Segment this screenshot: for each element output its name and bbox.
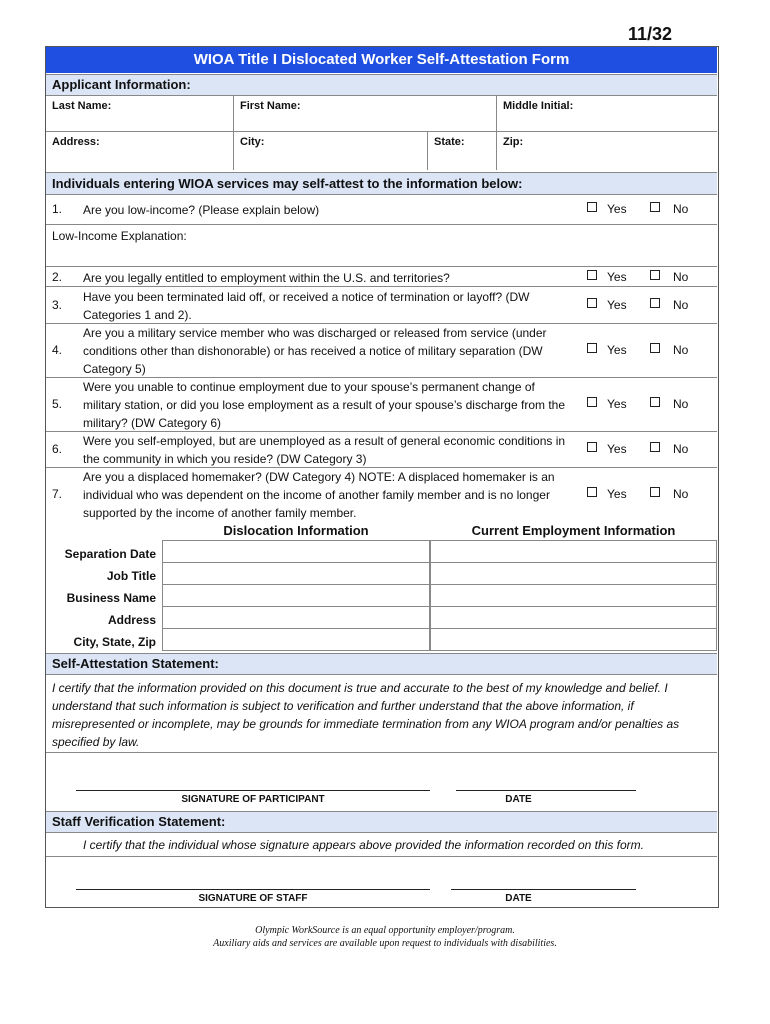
self-attestation-form <box>45 46 719 908</box>
question-number: 6. <box>52 442 63 456</box>
yes-label: Yes <box>607 343 627 357</box>
no-label: No <box>673 343 689 357</box>
yes-label: Yes <box>607 487 627 501</box>
participant-signature-area[interactable] <box>46 753 717 811</box>
question-text: Were you self-employed, but are unemployed as a result of general economic conditions in the community in which you reside? (DW Category 3) <box>83 434 566 466</box>
page-number: 11/32 <box>628 24 673 44</box>
yes-label: Yes <box>607 270 627 284</box>
question-6 <box>46 432 717 468</box>
question-7 <box>46 468 717 522</box>
question-text: Are you low-income? (Please explain below) <box>83 203 320 217</box>
yes-label: Yes <box>607 397 627 411</box>
question-3 <box>46 287 717 324</box>
current-employment-heading: Current Employment Information <box>471 523 676 538</box>
low-income-explanation-label: Low-Income Explanation: <box>52 229 187 243</box>
zip-label: Zip: <box>503 136 524 148</box>
question-5 <box>46 378 717 432</box>
address-label: Address: <box>52 136 100 148</box>
dislocation-info-heading: Dislocation Information <box>223 523 369 538</box>
participant-signature-label: SIGNATURE OF PARTICIPANT <box>181 794 325 805</box>
city-state-zip-label: City, State, Zip <box>73 635 156 649</box>
address-field[interactable] <box>46 132 234 170</box>
current-job-title-field[interactable] <box>430 562 717 585</box>
staff-date-line <box>451 889 636 890</box>
first-name-field[interactable] <box>234 96 497 131</box>
staff-verification-heading: Staff Verification Statement: <box>46 811 717 833</box>
no-label: No <box>673 202 689 216</box>
question-text: Were you unable to continue employment due to your spouse’s permanent change of military station, or did you lose employment as a result of your spouse’s discharge from the military? (DW Category 6) <box>83 380 566 430</box>
question-2 <box>46 269 717 287</box>
footer <box>0 924 770 950</box>
yes-checkbox[interactable] <box>587 397 597 407</box>
business-name-label: Business Name <box>66 591 156 605</box>
no-checkbox[interactable] <box>650 298 660 308</box>
staff-signature-label: SIGNATURE OF STAFF <box>198 893 308 904</box>
no-label: No <box>673 397 689 411</box>
name-row <box>46 96 717 132</box>
staff-signature-area[interactable] <box>46 857 717 909</box>
no-label: No <box>673 298 689 312</box>
address-label: Address <box>107 613 156 627</box>
no-checkbox[interactable] <box>650 487 660 497</box>
participant-signature-line <box>76 790 430 791</box>
staff-signature-line <box>76 889 430 890</box>
zip-field[interactable] <box>497 132 717 170</box>
yes-checkbox[interactable] <box>587 298 597 308</box>
question-number: 5. <box>52 397 63 411</box>
dislocation-job-title-field[interactable] <box>162 562 430 585</box>
city-field[interactable] <box>234 132 428 170</box>
no-checkbox[interactable] <box>650 343 660 353</box>
question-text: Are you a military service member who was discharged or released from service (under conditions other than dishonorable) or has received a notice of military separation (DW Category 5) <box>83 326 547 376</box>
last-name-field[interactable] <box>46 96 234 131</box>
question-4 <box>46 324 717 378</box>
low-income-explanation-field[interactable] <box>46 225 717 267</box>
current-city-state-zip-field[interactable] <box>430 628 717 651</box>
yes-checkbox[interactable] <box>587 487 597 497</box>
yes-checkbox[interactable] <box>587 270 597 280</box>
middle-initial-field[interactable] <box>497 96 717 131</box>
dislocation-city-state-zip-field[interactable] <box>162 628 430 651</box>
no-checkbox[interactable] <box>650 202 660 212</box>
question-1 <box>46 195 717 225</box>
footer-line-2: Auxiliary aids and services are available upon request to individuals with disabilities. <box>213 938 557 949</box>
participant-date-label: DATE <box>505 794 532 805</box>
question-text: Are you legally entitled to employment within the U.S. and territories? <box>83 271 450 285</box>
yes-label: Yes <box>607 442 627 456</box>
yes-checkbox[interactable] <box>587 343 597 353</box>
no-label: No <box>673 487 689 501</box>
applicant-info-heading: Applicant Information: <box>46 74 717 96</box>
state-field[interactable] <box>428 132 497 170</box>
dislocation-grid <box>46 522 717 650</box>
dislocation-separation-date-field[interactable] <box>162 540 430 563</box>
current-business-name-field[interactable] <box>430 584 717 607</box>
form-title: WIOA Title I Dislocated Worker Self-Attestation Form <box>46 47 717 73</box>
question-number: 4. <box>52 343 63 357</box>
no-label: No <box>673 442 689 456</box>
yes-label: Yes <box>607 202 627 216</box>
middle-initial-label: Middle Initial: <box>503 100 574 112</box>
question-number: 2. <box>52 270 63 284</box>
current-address-field[interactable] <box>430 606 717 629</box>
question-number: 7. <box>52 487 63 501</box>
last-name-label: Last Name: <box>52 100 112 112</box>
no-checkbox[interactable] <box>650 397 660 407</box>
self-attestation-text: I certify that the information provided on this document is true and accurate to the best of my knowledge and belief. I understand that such information is subject to verification and further understand that the above information, if misrepresented or incomplete, may be grounds for immediate termination from any WIOA program and/or penalties as specified by law. <box>46 675 717 753</box>
question-number: 1. <box>52 202 63 216</box>
dislocation-business-name-field[interactable] <box>162 584 430 607</box>
question-number: 3. <box>52 298 63 312</box>
self-attest-heading: Individuals entering WIOA services may self-attest to the information below: <box>46 172 717 195</box>
yes-checkbox[interactable] <box>587 442 597 452</box>
address-row <box>46 132 717 170</box>
first-name-label: First Name: <box>240 100 301 112</box>
no-checkbox[interactable] <box>650 442 660 452</box>
city-label: City: <box>240 136 265 148</box>
job-title-label: Job Title <box>106 569 156 583</box>
current-separation-date-field[interactable] <box>430 540 717 563</box>
state-label: State: <box>434 136 465 148</box>
no-label: No <box>673 270 689 284</box>
staff-verification-text: I certify that the individual whose signature appears above provided the information recorded on this form. <box>46 833 717 857</box>
yes-label: Yes <box>607 298 627 312</box>
question-text: Are you a displaced homemaker? (DW Category 4) NOTE: A displaced homemaker is an individual who was dependent on the income of another family member and is no longer supported by the income of another family member. <box>83 470 555 520</box>
no-checkbox[interactable] <box>650 270 660 280</box>
question-text: Have you been terminated laid off, or received a notice of termination or layoff? (DW Categories 1 and 2). <box>83 290 530 322</box>
separation-date-label: Separation Date <box>64 547 156 561</box>
yes-checkbox[interactable] <box>587 202 597 212</box>
staff-date-label: DATE <box>505 893 532 904</box>
footer-line-1: Olympic WorkSource is an equal opportunity employer/program. <box>255 925 515 936</box>
dislocation-address-field[interactable] <box>162 606 430 629</box>
participant-date-line <box>456 790 636 791</box>
self-attestation-heading: Self-Attestation Statement: <box>46 653 717 675</box>
